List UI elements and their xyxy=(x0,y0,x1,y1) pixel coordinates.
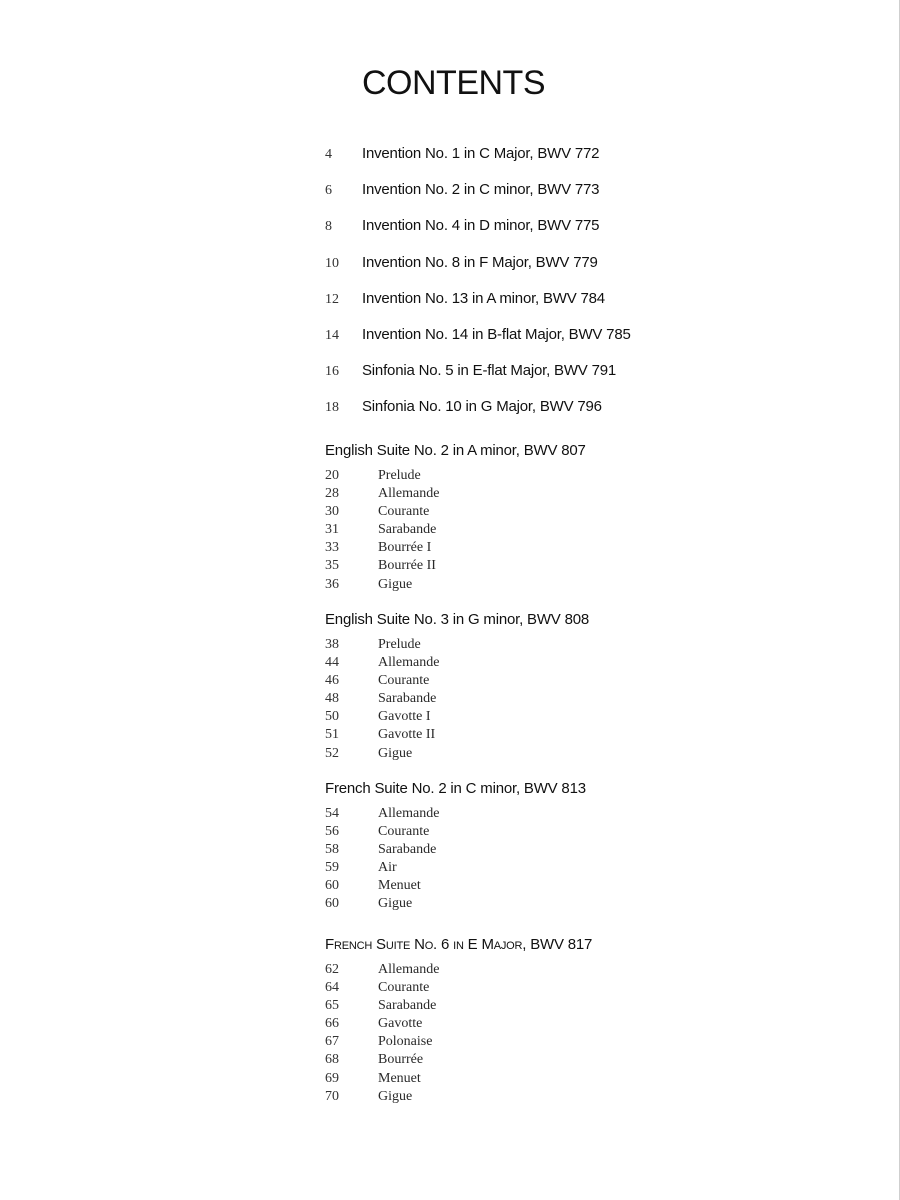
movement-name: Allemande xyxy=(378,962,440,977)
movement-entry[interactable] xyxy=(325,654,589,672)
movement-entry[interactable] xyxy=(325,745,589,763)
page-number: 65 xyxy=(325,998,339,1014)
page-number: 38 xyxy=(325,637,339,652)
page-number: 52 xyxy=(325,745,339,761)
movement-entry[interactable] xyxy=(325,708,589,726)
movement-name: Sarabande xyxy=(378,842,437,858)
page-number: 69 xyxy=(325,1070,339,1086)
movement-entry[interactable] xyxy=(325,1051,592,1069)
movement-name: Gavotte I xyxy=(378,709,431,725)
movement-entry[interactable] xyxy=(325,961,592,979)
page-number: 58 xyxy=(325,842,339,858)
work-title: Invention No. 1 in C Major, BWV 772 xyxy=(362,145,600,162)
works-list xyxy=(325,145,631,435)
movement-entry[interactable] xyxy=(325,805,586,823)
work-entry[interactable] xyxy=(325,254,631,290)
suite-title[interactable]: English Suite No. 2 in A minor, BWV 807 xyxy=(325,442,586,459)
suite-english-3 xyxy=(325,610,589,763)
page-number: 67 xyxy=(325,1034,339,1050)
movement-name: Courante xyxy=(378,504,430,520)
page-number: 44 xyxy=(325,655,339,671)
page-number: 64 xyxy=(325,980,339,996)
work-title: Invention No. 4 in D minor, BWV 775 xyxy=(362,217,600,235)
movement-name: Sarabande xyxy=(378,998,437,1014)
movement-name: Allemande xyxy=(378,486,440,502)
page-number: 30 xyxy=(325,504,339,520)
work-title: Sinfonia No. 10 in G Major, BWV 796 xyxy=(362,398,602,416)
movement-name: Sarabande xyxy=(378,522,437,538)
movement-entry[interactable] xyxy=(325,557,586,575)
movement-name: Gigue xyxy=(378,745,413,761)
page-number: 48 xyxy=(325,691,339,707)
page-number: 59 xyxy=(325,860,339,876)
movement-entry[interactable] xyxy=(325,690,589,708)
movement-entry[interactable] xyxy=(325,672,589,690)
movements-list xyxy=(325,467,586,594)
movement-entry[interactable] xyxy=(325,1070,592,1088)
movement-entry[interactable] xyxy=(325,576,586,594)
work-entry[interactable] xyxy=(325,362,631,398)
suite-french-2 xyxy=(325,779,586,914)
page-title: CONTENTS xyxy=(362,64,545,102)
movement-name: Air xyxy=(378,860,397,876)
movement-name: Prelude xyxy=(378,637,421,652)
page-number: 16 xyxy=(325,364,339,380)
page-number: 46 xyxy=(325,673,339,689)
page-number: 28 xyxy=(325,486,339,502)
page-number: 60 xyxy=(325,896,339,912)
movement-name: Bourrée II xyxy=(378,558,436,574)
movement-entry[interactable] xyxy=(325,823,586,841)
movement-name: Gavotte xyxy=(378,1016,423,1032)
page-number: 14 xyxy=(325,327,339,343)
movement-entry[interactable] xyxy=(325,841,586,859)
movement-name: Bourrée I xyxy=(378,540,432,556)
movement-entry[interactable] xyxy=(325,1015,592,1033)
work-entry[interactable] xyxy=(325,217,631,253)
page-number: 18 xyxy=(325,400,339,416)
movement-entry[interactable] xyxy=(325,485,586,503)
suite-title[interactable]: English Suite No. 3 in G minor, BWV 808 xyxy=(325,611,589,628)
work-entry[interactable] xyxy=(325,290,631,326)
work-title: Invention No. 2 in C minor, BWV 773 xyxy=(362,181,600,199)
page-number: 35 xyxy=(325,558,339,574)
movement-name: Prelude xyxy=(378,468,421,483)
page-number: 54 xyxy=(325,806,339,821)
page-number: 31 xyxy=(325,522,339,538)
work-title: Invention No. 8 in F Major, BWV 779 xyxy=(362,253,598,271)
page-number: 12 xyxy=(325,291,339,307)
page-number: 51 xyxy=(325,727,339,743)
movement-name: Sarabande xyxy=(378,691,437,707)
movement-name: Bourrée xyxy=(378,1052,424,1068)
page-number: 20 xyxy=(325,468,339,483)
work-title: Invention No. 14 in B-flat Major, BWV 785 xyxy=(362,325,631,343)
page-number: 62 xyxy=(325,962,339,977)
suite-title[interactable]: French Suite No. 6 in E Major, BWV 817 xyxy=(325,936,593,953)
page-number: 70 xyxy=(325,1088,339,1104)
movements-list xyxy=(325,805,586,914)
suite-english-2 xyxy=(325,441,586,594)
page-number: 66 xyxy=(325,1016,339,1032)
movements-list xyxy=(325,961,592,1106)
page-number: 56 xyxy=(325,824,339,840)
movement-entry[interactable] xyxy=(325,636,589,654)
work-entry[interactable] xyxy=(325,398,631,434)
movement-name: Menuet xyxy=(378,878,421,894)
movement-name: Allemande xyxy=(378,655,440,671)
page-number: 6 xyxy=(325,183,332,199)
page-number: 4 xyxy=(325,147,332,162)
page-number: 36 xyxy=(325,576,339,592)
movement-name: Gavotte II xyxy=(378,727,436,743)
work-title: Invention No. 13 in A minor, BWV 784 xyxy=(362,289,605,307)
page-number: 8 xyxy=(325,219,332,235)
movement-name: Gigue xyxy=(378,1088,413,1104)
movement-name: Allemande xyxy=(378,806,440,821)
movement-name: Polonaise xyxy=(378,1034,433,1050)
work-entry[interactable] xyxy=(325,145,631,181)
page-number: 33 xyxy=(325,540,339,556)
movement-entry[interactable] xyxy=(325,997,592,1015)
page-number: 50 xyxy=(325,709,339,725)
movement-entry[interactable] xyxy=(325,877,586,895)
page-number: 68 xyxy=(325,1052,339,1068)
movement-name: Menuet xyxy=(378,1070,421,1086)
work-entry[interactable] xyxy=(325,326,631,362)
movement-entry[interactable] xyxy=(325,859,586,877)
page-number: 60 xyxy=(325,878,339,894)
movement-entry[interactable] xyxy=(325,1033,592,1051)
movement-entry[interactable] xyxy=(325,503,586,521)
work-title: Sinfonia No. 5 in E-flat Major, BWV 791 xyxy=(362,362,616,380)
movement-entry[interactable] xyxy=(325,726,589,744)
movement-name: Gigue xyxy=(378,576,413,592)
movement-name: Gigue xyxy=(378,896,413,912)
movement-entry[interactable] xyxy=(325,467,586,485)
page-number: 10 xyxy=(325,255,339,271)
movement-name: Courante xyxy=(378,673,430,689)
movement-entry[interactable] xyxy=(325,1088,592,1106)
movement-entry[interactable] xyxy=(325,979,592,997)
movements-list xyxy=(325,636,589,763)
movement-entry[interactable] xyxy=(325,521,586,539)
movement-name: Courante xyxy=(378,824,430,840)
movement-entry[interactable] xyxy=(325,539,586,557)
movement-name: Courante xyxy=(378,980,430,996)
suite-title[interactable]: French Suite No. 2 in C minor, BWV 813 xyxy=(325,780,586,797)
movement-entry[interactable] xyxy=(325,895,586,913)
work-entry[interactable] xyxy=(325,181,631,217)
suite-french-6 xyxy=(325,935,592,1106)
